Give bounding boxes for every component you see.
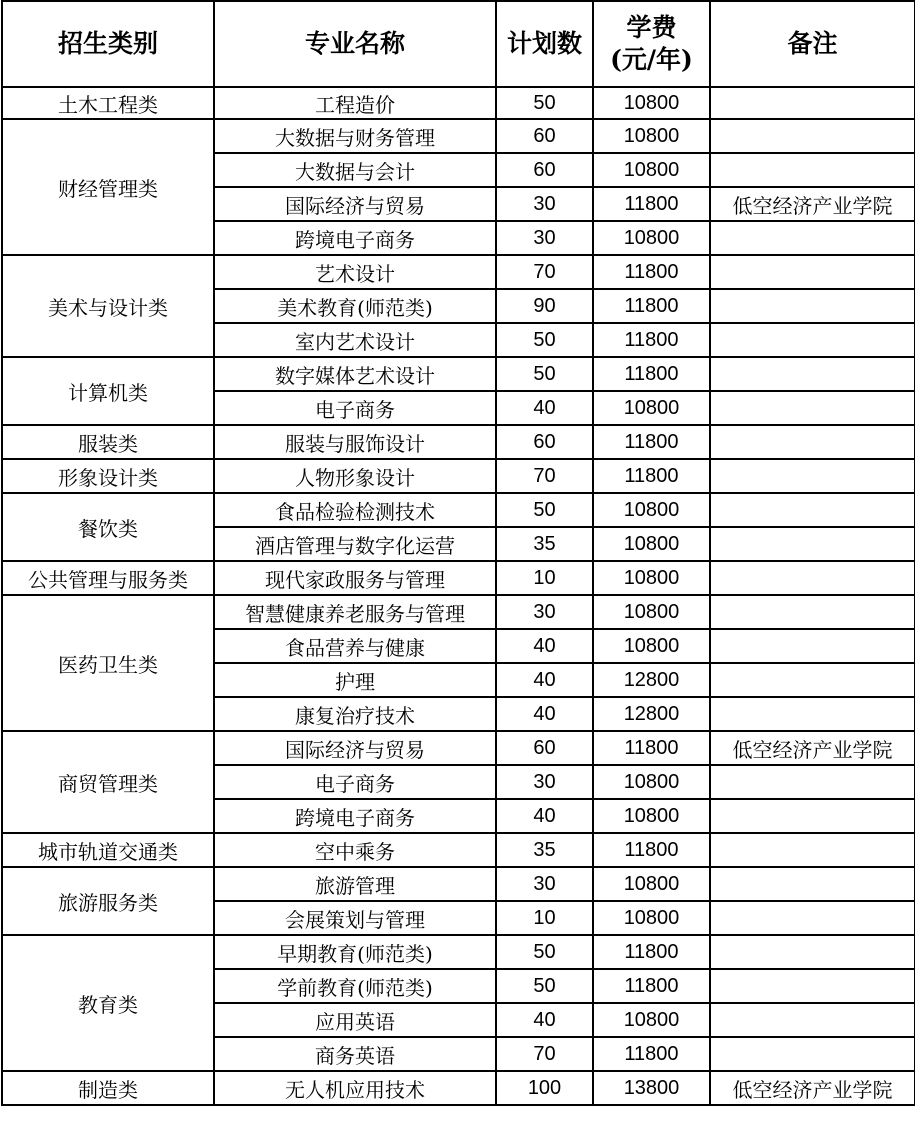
note-cell bbox=[710, 935, 915, 969]
plan-cell: 60 bbox=[496, 153, 593, 187]
note-cell bbox=[710, 833, 915, 867]
note-cell: 低空经济产业学院 bbox=[710, 731, 915, 765]
major-cell: 国际经济与贸易 bbox=[214, 187, 496, 221]
category-cell: 服装类 bbox=[2, 425, 214, 459]
note-cell bbox=[710, 765, 915, 799]
table-row bbox=[2, 867, 915, 901]
plan-cell: 40 bbox=[496, 799, 593, 833]
fee-cell: 10800 bbox=[593, 867, 710, 901]
plan-cell: 90 bbox=[496, 289, 593, 323]
note-cell: 低空经济产业学院 bbox=[710, 1071, 915, 1105]
note-cell bbox=[710, 357, 915, 391]
note-cell bbox=[710, 1037, 915, 1071]
category-cell: 教育类 bbox=[2, 935, 214, 1071]
plan-cell: 60 bbox=[496, 119, 593, 153]
header-row bbox=[2, 1, 915, 87]
fee-cell: 11800 bbox=[593, 459, 710, 493]
major-cell: 国际经济与贸易 bbox=[214, 731, 496, 765]
fee-cell: 10800 bbox=[593, 493, 710, 527]
note-cell bbox=[710, 323, 915, 357]
note-cell bbox=[710, 799, 915, 833]
major-cell: 会展策划与管理 bbox=[214, 901, 496, 935]
plan-cell: 70 bbox=[496, 459, 593, 493]
major-cell: 康复治疗技术 bbox=[214, 697, 496, 731]
major-cell: 美术教育(师范类) bbox=[214, 289, 496, 323]
category-cell: 财经管理类 bbox=[2, 119, 214, 255]
plan-cell: 30 bbox=[496, 221, 593, 255]
fee-cell: 11800 bbox=[593, 255, 710, 289]
fee-cell: 10800 bbox=[593, 629, 710, 663]
note-cell bbox=[710, 289, 915, 323]
note-cell bbox=[710, 425, 915, 459]
plan-cell: 10 bbox=[496, 561, 593, 595]
enrollment-plan-table bbox=[1, 0, 915, 1106]
table-row bbox=[2, 731, 915, 765]
header-note: 备注 bbox=[710, 1, 915, 87]
fee-cell: 10800 bbox=[593, 527, 710, 561]
note-cell bbox=[710, 663, 915, 697]
table-row bbox=[2, 1071, 915, 1105]
note-cell bbox=[710, 391, 915, 425]
major-cell: 现代家政服务与管理 bbox=[214, 561, 496, 595]
plan-cell: 40 bbox=[496, 697, 593, 731]
table-row bbox=[2, 119, 915, 153]
table-row bbox=[2, 255, 915, 289]
category-cell: 公共管理与服务类 bbox=[2, 561, 214, 595]
note-cell: 低空经济产业学院 bbox=[710, 187, 915, 221]
major-cell: 商务英语 bbox=[214, 1037, 496, 1071]
major-cell: 跨境电子商务 bbox=[214, 799, 496, 833]
fee-cell: 10800 bbox=[593, 799, 710, 833]
note-cell bbox=[710, 459, 915, 493]
plan-cell: 30 bbox=[496, 595, 593, 629]
plan-cell: 30 bbox=[496, 765, 593, 799]
plan-cell: 30 bbox=[496, 867, 593, 901]
major-cell: 工程造价 bbox=[214, 87, 496, 119]
major-cell: 服装与服饰设计 bbox=[214, 425, 496, 459]
note-cell bbox=[710, 119, 915, 153]
fee-cell: 11800 bbox=[593, 833, 710, 867]
table-body bbox=[2, 87, 915, 1105]
category-cell: 美术与设计类 bbox=[2, 255, 214, 357]
category-cell: 制造类 bbox=[2, 1071, 214, 1105]
plan-cell: 40 bbox=[496, 391, 593, 425]
major-cell: 护理 bbox=[214, 663, 496, 697]
fee-cell: 10800 bbox=[593, 561, 710, 595]
major-cell: 学前教育(师范类) bbox=[214, 969, 496, 1003]
plan-cell: 50 bbox=[496, 493, 593, 527]
major-cell: 食品检验检测技术 bbox=[214, 493, 496, 527]
note-cell bbox=[710, 221, 915, 255]
major-cell: 电子商务 bbox=[214, 391, 496, 425]
header-fee bbox=[593, 1, 710, 87]
fee-cell: 10800 bbox=[593, 221, 710, 255]
table-row bbox=[2, 87, 915, 119]
major-cell: 大数据与会计 bbox=[214, 153, 496, 187]
category-cell: 城市轨道交通类 bbox=[2, 833, 214, 867]
fee-cell: 10800 bbox=[593, 87, 710, 119]
fee-cell: 10800 bbox=[593, 595, 710, 629]
fee-cell: 10800 bbox=[593, 119, 710, 153]
category-cell: 形象设计类 bbox=[2, 459, 214, 493]
category-cell: 计算机类 bbox=[2, 357, 214, 425]
note-cell bbox=[710, 87, 915, 119]
note-cell bbox=[710, 629, 915, 663]
fee-cell: 11800 bbox=[593, 187, 710, 221]
plan-cell: 70 bbox=[496, 255, 593, 289]
header-fee-line1: 学费 bbox=[626, 13, 677, 42]
category-cell: 旅游服务类 bbox=[2, 867, 214, 935]
major-cell: 旅游管理 bbox=[214, 867, 496, 901]
major-cell: 室内艺术设计 bbox=[214, 323, 496, 357]
plan-cell: 50 bbox=[496, 357, 593, 391]
plan-cell: 30 bbox=[496, 187, 593, 221]
fee-cell: 10800 bbox=[593, 391, 710, 425]
note-cell bbox=[710, 493, 915, 527]
major-cell: 跨境电子商务 bbox=[214, 221, 496, 255]
plan-cell: 40 bbox=[496, 663, 593, 697]
fee-cell: 10800 bbox=[593, 901, 710, 935]
major-cell: 酒店管理与数字化运营 bbox=[214, 527, 496, 561]
major-cell: 无人机应用技术 bbox=[214, 1071, 496, 1105]
note-cell bbox=[710, 561, 915, 595]
plan-cell: 40 bbox=[496, 629, 593, 663]
major-cell: 数字媒体艺术设计 bbox=[214, 357, 496, 391]
plan-cell: 10 bbox=[496, 901, 593, 935]
major-cell: 艺术设计 bbox=[214, 255, 496, 289]
fee-cell: 11800 bbox=[593, 289, 710, 323]
fee-cell: 11800 bbox=[593, 357, 710, 391]
table-row bbox=[2, 833, 915, 867]
plan-cell: 35 bbox=[496, 833, 593, 867]
table-row bbox=[2, 561, 915, 595]
major-cell: 空中乘务 bbox=[214, 833, 496, 867]
plan-cell: 60 bbox=[496, 731, 593, 765]
major-cell: 电子商务 bbox=[214, 765, 496, 799]
major-cell: 大数据与财务管理 bbox=[214, 119, 496, 153]
plan-cell: 40 bbox=[496, 1003, 593, 1037]
category-cell: 餐饮类 bbox=[2, 493, 214, 561]
plan-cell: 50 bbox=[496, 87, 593, 119]
fee-cell: 10800 bbox=[593, 1003, 710, 1037]
plan-cell: 70 bbox=[496, 1037, 593, 1071]
header-category: 招生类别 bbox=[2, 1, 214, 87]
header-major: 专业名称 bbox=[214, 1, 496, 87]
table-row bbox=[2, 595, 915, 629]
plan-cell: 50 bbox=[496, 969, 593, 1003]
major-cell: 食品营养与健康 bbox=[214, 629, 496, 663]
note-cell bbox=[710, 527, 915, 561]
plan-cell: 35 bbox=[496, 527, 593, 561]
note-cell bbox=[710, 697, 915, 731]
header-plan: 计划数 bbox=[496, 1, 593, 87]
table-row bbox=[2, 459, 915, 493]
plan-cell: 100 bbox=[496, 1071, 593, 1105]
note-cell bbox=[710, 255, 915, 289]
plan-cell: 50 bbox=[496, 935, 593, 969]
table-row bbox=[2, 425, 915, 459]
fee-cell: 10800 bbox=[593, 153, 710, 187]
note-cell bbox=[710, 153, 915, 187]
header-fee-line2: (元/年) bbox=[610, 45, 693, 74]
table-row bbox=[2, 935, 915, 969]
fee-cell: 10800 bbox=[593, 765, 710, 799]
note-cell bbox=[710, 595, 915, 629]
fee-cell: 11800 bbox=[593, 969, 710, 1003]
note-cell bbox=[710, 901, 915, 935]
table-row bbox=[2, 357, 915, 391]
fee-cell: 11800 bbox=[593, 731, 710, 765]
table-row bbox=[2, 493, 915, 527]
fee-cell: 12800 bbox=[593, 697, 710, 731]
note-cell bbox=[710, 867, 915, 901]
major-cell: 人物形象设计 bbox=[214, 459, 496, 493]
major-cell: 应用英语 bbox=[214, 1003, 496, 1037]
note-cell bbox=[710, 969, 915, 1003]
note-cell bbox=[710, 1003, 915, 1037]
fee-cell: 12800 bbox=[593, 663, 710, 697]
fee-cell: 11800 bbox=[593, 323, 710, 357]
plan-cell: 50 bbox=[496, 323, 593, 357]
fee-cell: 11800 bbox=[593, 425, 710, 459]
major-cell: 智慧健康养老服务与管理 bbox=[214, 595, 496, 629]
category-cell: 土木工程类 bbox=[2, 87, 214, 119]
fee-cell: 11800 bbox=[593, 1037, 710, 1071]
category-cell: 商贸管理类 bbox=[2, 731, 214, 833]
fee-cell: 13800 bbox=[593, 1071, 710, 1105]
plan-cell: 60 bbox=[496, 425, 593, 459]
category-cell: 医药卫生类 bbox=[2, 595, 214, 731]
fee-cell: 11800 bbox=[593, 935, 710, 969]
major-cell: 早期教育(师范类) bbox=[214, 935, 496, 969]
